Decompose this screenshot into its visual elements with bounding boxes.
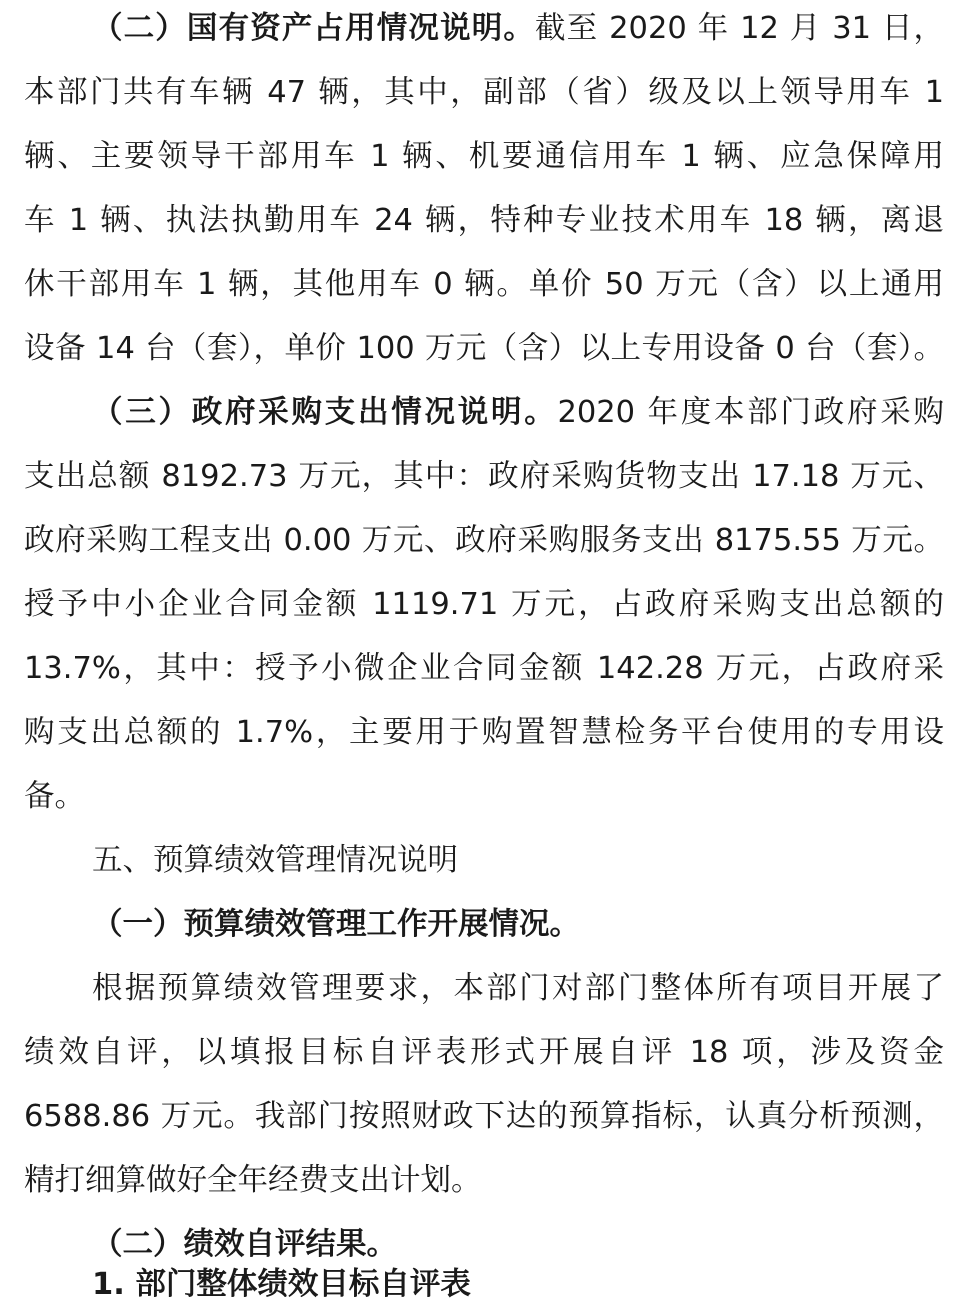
sub1-heading: （一）预算绩效管理工作开展情况。 bbox=[92, 907, 580, 942]
sub1-line-4: 精打细算做好全年经费支出计划。 bbox=[24, 1163, 482, 1198]
assets-heading: （二）国有资产占用情况说明。 bbox=[92, 11, 536, 46]
assets-line-1 bbox=[92, 6, 944, 52]
sub2-heading: （二）绩效自评结果。 bbox=[92, 1227, 397, 1262]
procurement-line-2: 支出总额 8192.73 万元，其中：政府采购货物支出 17.18 万元、 bbox=[24, 459, 944, 494]
procurement-line-4: 授予中小企业合同金额 1119.71 万元，占政府采购支出总额的 bbox=[24, 587, 944, 622]
assets-line-5: 休干部用车 1 辆，其他用车 0 辆。单价 50 万元（含）以上通用 bbox=[24, 267, 944, 302]
sub1-line-3: 6588.86 万元。我部门按照财政下达的预算指标，认真分析预测， bbox=[24, 1099, 944, 1134]
procurement-heading: （三）政府采购支出情况说明。 bbox=[92, 395, 558, 430]
assets-line-2: 本部门共有车辆 47 辆，其中，副部（省）级及以上领导用车 1 bbox=[24, 75, 944, 110]
section5-heading: 五、预算绩效管理情况说明 bbox=[92, 843, 458, 878]
procurement-line-3: 政府采购工程支出 0.00 万元、政府采购服务支出 8175.55 万元。 bbox=[24, 523, 944, 558]
procurement-text: 2020 年度本部门政府采购 bbox=[557, 395, 944, 430]
item1-heading: 1. 部门整体绩效目标自评表 bbox=[92, 1267, 471, 1302]
procurement-line-5: 13.7%，其中：授予小微企业合同金额 142.28 万元，占政府采 bbox=[24, 651, 944, 686]
assets-line-4: 车 1 辆、执法执勤用车 24 辆，特种专业技术用车 18 辆，离退 bbox=[24, 203, 944, 238]
assets-line-3: 辆、主要领导干部用车 1 辆、机要通信用车 1 辆、应急保障用 bbox=[24, 139, 944, 174]
procurement-line-7: 备。 bbox=[24, 779, 85, 814]
procurement-line-6: 购支出总额的 1.7%，主要用于购置智慧检务平台使用的专用设 bbox=[24, 715, 944, 750]
assets-line-6: 设备 14 台（套），单价 100 万元（含）以上专用设备 0 台（套）。 bbox=[24, 331, 944, 366]
sub1-line-2: 绩效自评，以填报目标自评表形式开展自评 18 项，涉及资金 bbox=[24, 1035, 944, 1070]
sub1-line-1: 根据预算绩效管理要求，本部门对部门整体所有项目开展了 bbox=[92, 971, 944, 1006]
assets-text: 截至 2020 年 12 月 31 日， bbox=[535, 11, 945, 46]
procurement-line-1 bbox=[92, 390, 944, 436]
